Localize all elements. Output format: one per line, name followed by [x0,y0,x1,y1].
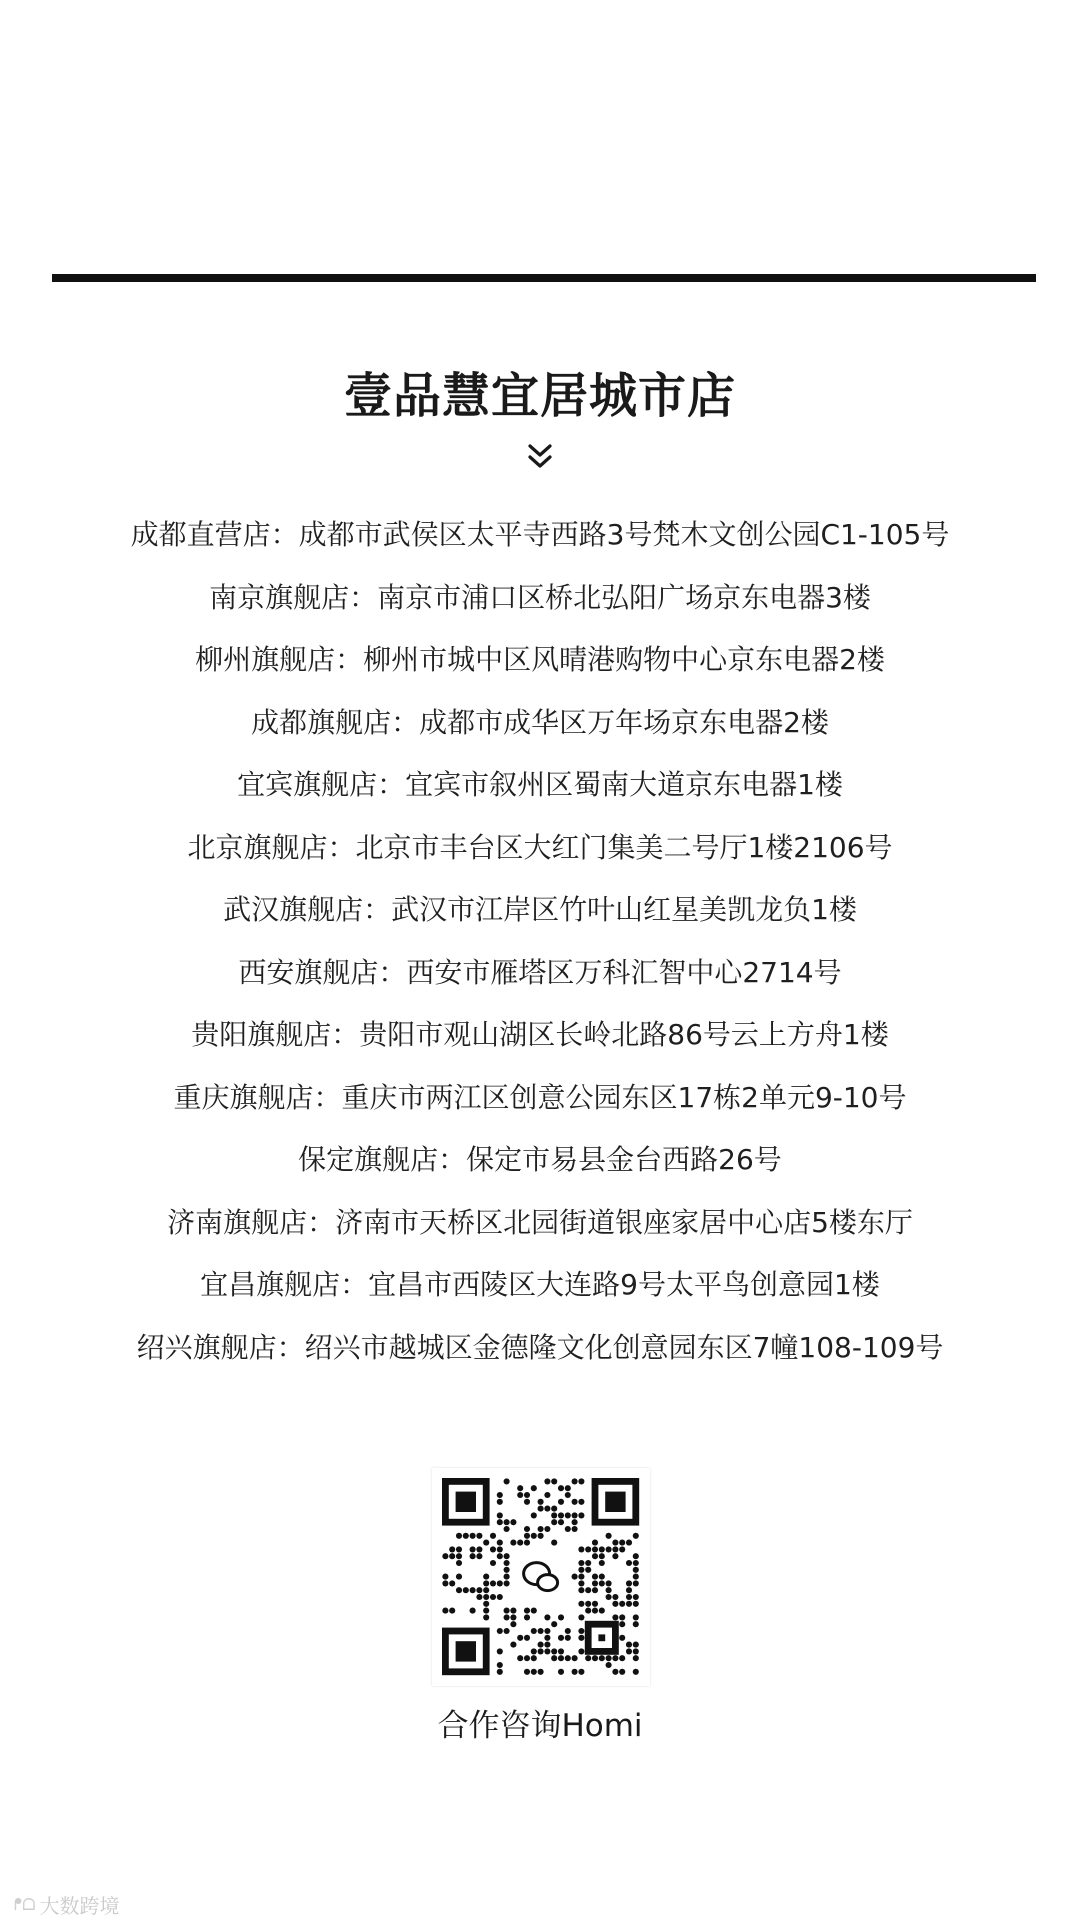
store-item: 成都直营店：成都市武侯区太平寺西路3号梵木文创公园C1-105号 [130,518,950,551]
double-chevron-down-icon[interactable] [522,438,558,474]
watermark-text: 大数跨境 [39,1894,120,1918]
qr-caption: 合作咨询Homi [437,1708,643,1744]
store-item: 保定旗舰店：保定市易县金台西路26号 [298,1143,782,1176]
store-item: 重庆旗舰店：重庆市两江区创意公园东区17栋2单元9-10号 [173,1080,907,1114]
store-item: 宜昌旗舰店：宜昌市西陵区大连路9号太平鸟创意园1楼 [200,1268,880,1301]
qr-code[interactable] [432,1468,650,1686]
store-item: 绍兴旗舰店：绍兴市越城区金德隆文化创意园东区7幢108-109号 [136,1330,944,1364]
wechat-qr-code-icon [432,1468,650,1686]
brand-logo-icon: ᖰᗝ [14,1894,36,1914]
store-item: 济南旗舰店：济南市天桥区北园街道银座家居中心店5楼东厅 [167,1205,913,1239]
store-list [0,510,1080,1385]
store-item: 宜宾旗舰店：宜宾市叙州区蜀南大道京东电器1楼 [237,768,843,801]
store-item: 成都旗舰店：成都市成华区万年场京东电器2楼 [251,705,829,739]
watermark [14,1890,120,1919]
store-item: 南京旗舰店：南京市浦口区桥北弘阳广场京东电器3楼 [209,580,871,614]
divider-rule [52,274,1036,282]
store-item: 武汉旗舰店：武汉市江岸区竹叶山红星美凯龙负1楼 [223,893,857,926]
store-item: 贵阳旗舰店：贵阳市观山湖区长岭北路86号云上方舟1楼 [191,1018,889,1051]
store-item: 柳州旗舰店：柳州市城中区风晴港购物中心京东电器2楼 [195,643,885,676]
store-item: 西安旗舰店：西安市雁塔区万科汇智中心2714号 [238,955,842,989]
store-item: 北京旗舰店：北京市丰台区大红门集美二号厅1楼2106号 [187,830,893,864]
page-title: 壹品慧宜居城市店 [343,368,736,424]
